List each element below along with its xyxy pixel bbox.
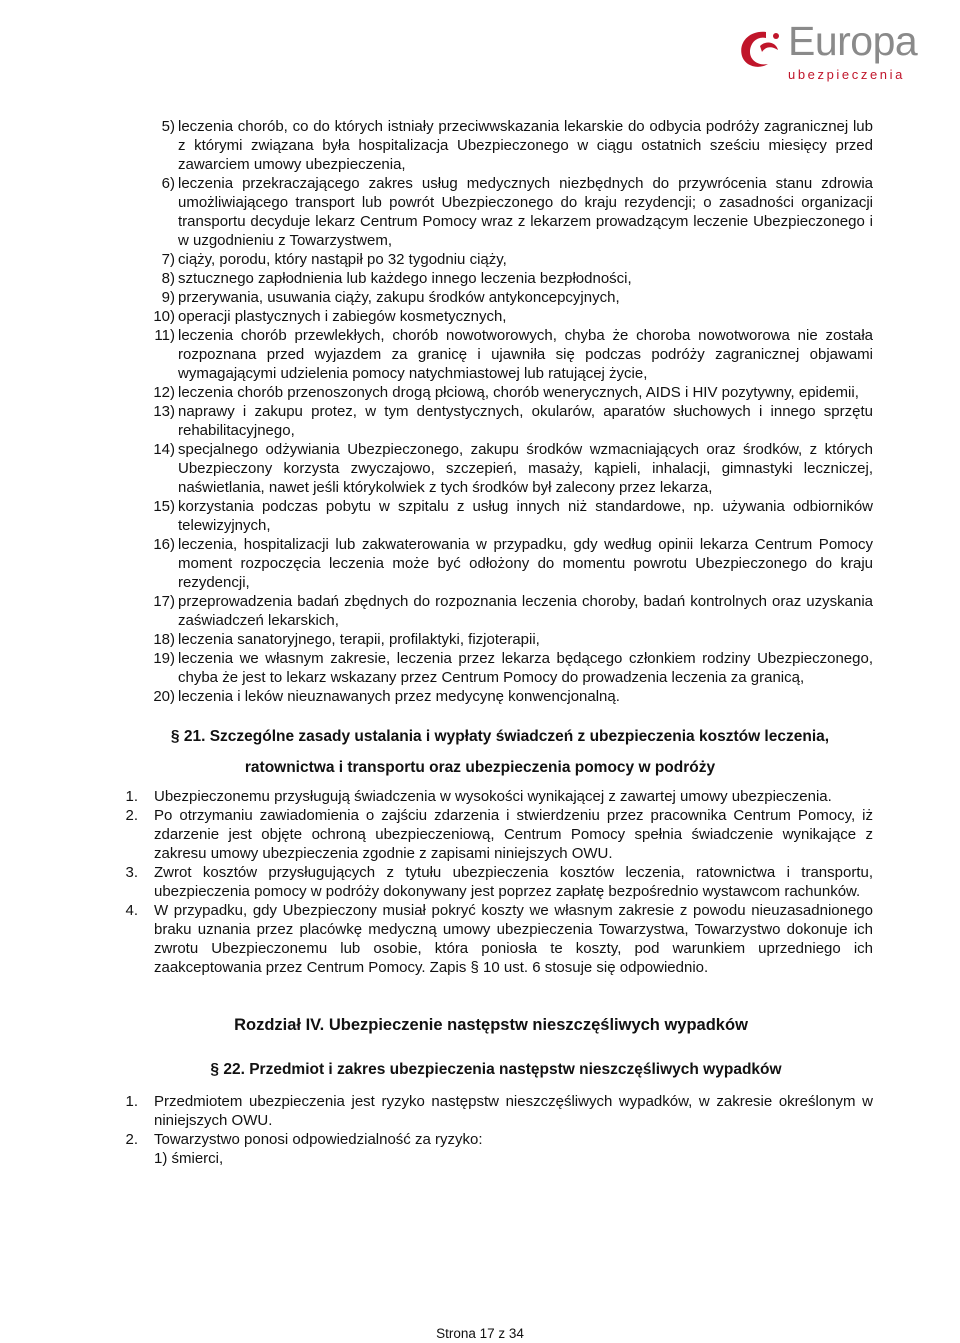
item-text: operacji plastycznych i zabiegów kosmetycznych, <box>178 308 507 325</box>
item-number: 20) <box>153 688 175 705</box>
exclusions-list <box>0 117 960 706</box>
logo-wordmark: Europa <box>788 18 918 64</box>
chapter-title: Rozdział IV. Ubezpieczenie następstw nieszczęśliwych wypadków <box>234 1016 748 1034</box>
list-item <box>161 250 873 269</box>
item-text: Przedmiotem ubezpieczenia jest ryzyko następstw nieszczęśliwych wypadków, w zakresie określonym w niniejszych OWU. <box>154 1093 873 1129</box>
item-text: leczenia chorób, co do których istniały przeciwwskazania lekarskie do odbycia podróży zagranicznej lub z którymi związana była hospitalizacja Ubezpieczonego w ciągu ostatnich sześciu miesięcy przed zawarciem umowy ubezpieczenia, <box>178 118 873 173</box>
section-21-title-cont: ratownictwa i transportu oraz ubezpieczenia pomocy w podróży <box>244 759 716 776</box>
list-item <box>153 402 873 440</box>
item-text: śmierci, <box>171 1150 224 1167</box>
section-21-list <box>0 787 960 977</box>
item-number: 17) <box>153 593 175 610</box>
item-text: sztucznego zapłodnienia lub każdego innego leczenia bezpłodności, <box>178 270 632 287</box>
item-text: leczenia we własnym zakresie, leczenia przez lekarza będącego członkiem rodziny Ubezpieczonego, chyba że jest to lekarz wskazany przez Centrum Pomocy do prowadzenia leczenia za granicą, <box>178 650 873 686</box>
list-item <box>153 383 873 402</box>
logo-swirl-icon <box>736 28 784 72</box>
item-text: naprawy i zakupu protez, w tym dentystycznych, okularów, aparatów słuchowych i innego sprzętu rehabilitacyjnego, <box>178 403 873 439</box>
item-number: 15) <box>153 498 175 515</box>
list-item <box>125 863 873 901</box>
item-number: 18) <box>153 631 175 648</box>
list-item <box>161 174 873 250</box>
item-text: leczenia i leków nieuznawanych przez medycynę konwencjonalną. <box>178 688 620 705</box>
list-item <box>153 440 873 497</box>
item-text: Towarzystwo ponosi odpowiedzialność za ryzyko: <box>154 1131 483 1148</box>
item-text: leczenia chorób przewlekłych, chorób nowotworowych, chyba że choroba nowotworowa nie została rozpoznana przed wyjazdem za granicę i ujawniła się podczas podróży zagranicznej objawami wymagającymi udzielenia pomocy natychmiastowej lub ratującej życie, <box>178 327 873 382</box>
list-item <box>153 687 873 706</box>
item-number: 7) <box>161 251 175 268</box>
item-number: 8) <box>161 270 175 287</box>
list-item <box>153 630 873 649</box>
logo-subtitle: ubezpieczenia <box>788 67 905 82</box>
item-text: Ubezpieczonemu przysługują świadczenia w wysokości wynikającej z zawartej umowy ubezpieczenia. <box>154 788 832 805</box>
list-item <box>161 269 873 288</box>
item-number: 10) <box>153 308 175 325</box>
item-text: leczenia chorób przenoszonych drogą płciową, chorób wenerycznych, AIDS i HIV pozytywny, epidemii, <box>178 384 859 401</box>
section-21-title: § 21. Szczególne zasady ustalania i wypłaty świadczeń z ubezpieczenia kosztów leczenia, <box>170 728 830 745</box>
item-number: 9) <box>161 289 175 306</box>
item-text: ciąży, porodu, który nastąpił po 32 tygodniu ciąży, <box>178 251 507 268</box>
item-number: 12) <box>153 384 175 401</box>
list-item <box>161 288 873 307</box>
list-item <box>154 326 873 383</box>
item-text: leczenia sanatoryjnego, terapii, profilaktyki, fizjoterapii, <box>178 631 540 648</box>
list-item <box>125 787 873 806</box>
item-number: 4. <box>125 902 138 919</box>
item-number: 3. <box>125 864 138 881</box>
item-number: 6) <box>161 175 175 192</box>
item-number: 11) <box>154 327 175 344</box>
list-item <box>125 806 873 863</box>
item-number: 1. <box>125 788 138 805</box>
list-item <box>154 1149 873 1168</box>
list-item <box>125 901 873 977</box>
item-number: 1) <box>154 1150 168 1167</box>
list-item <box>153 535 873 592</box>
item-number: 2. <box>125 1131 138 1148</box>
item-text: W przypadku, gdy Ubezpieczony musiał pokryć koszty we własnym zakresie z powodu nieuzasadnionego braku uznania przez placówkę medyczną umowy ubezpieczenia Towarzystwa, Towarzystwo dokonuje ich zwrotu Ubezpieczonemu lub osobie, która poniosła te koszty, pod warunkiem uprzedniego ich zaakceptowania przez Centrum Pomocy. Zapis § 10 ust. 6 stosuje się odpowiednio. <box>154 902 873 976</box>
item-number: 2. <box>125 807 138 824</box>
item-text: leczenia przekraczającego zakres usług medycznych niezbędnych do przywrócenia stanu zdrowia umożliwiającego transport lub powrót Ubezpieczonego do kraju rezydencji; o zasadności organizacji transportu decyduje lekarz Centrum Pomocy wraz z lekarzem prowadzącym leczenie Ubezpieczonego i w uzgodnieniu z Towarzystwem, <box>178 175 873 249</box>
item-number: 1. <box>125 1093 138 1110</box>
item-number: 16) <box>153 536 175 553</box>
page-footer: Strona 17 z 34 <box>436 1326 524 1341</box>
item-text: przeprowadzenia badań zbędnych do rozpoznania leczenia choroby, badań kontrolnych oraz uzyskania zaświadczeń lekarskich, <box>178 593 873 629</box>
item-number: 19) <box>153 650 175 667</box>
item-text: specjalnego odżywiania Ubezpieczonego, zakupu środków wzmacniających oraz środków, z których Ubezpieczony korzysta zwyczajowo, szczepień, masaży, kąpieli, inhalacji, gimnastyki leczniczej, naświetlania, nawet jeśli którykolwiek z tych środków był zalecony przez lekarza, <box>178 441 873 496</box>
list-item <box>125 1130 873 1149</box>
item-text: korzystania podczas pobytu w szpitalu z usług innych niż standardowe, np. używania odbiorników telewizyjnych, <box>178 498 873 534</box>
item-number: 5) <box>161 118 175 135</box>
list-item <box>153 497 873 535</box>
item-number: 13) <box>153 403 175 420</box>
item-text: przerywania, usuwania ciąży, zakupu środków antykoncepcyjnych, <box>178 289 620 306</box>
item-text: Zwrot kosztów przysługujących z tytułu ubezpieczenia kosztów leczenia, ratownictwa i transportu, ubezpieczenia pomocy w podróży dokonywany jest poprzez zapłatę bezpośrednio wystawcom rachunków. <box>154 864 873 900</box>
section-22-list <box>0 1092 960 1168</box>
company-logo <box>736 18 958 84</box>
list-item <box>153 649 873 687</box>
list-item <box>125 1092 873 1130</box>
list-item <box>161 117 873 174</box>
list-item <box>153 592 873 630</box>
list-item <box>153 307 873 326</box>
item-text: Po otrzymaniu zawiadomienia o zajściu zdarzenia i stwierdzeniu przez pracownika Centrum Pomocy, iż zdarzenie jest objęte ochroną ubezpieczeniową, Centrum Pomocy spełnia świadczenie wynikające z zakresu umowy ubezpieczenia zgodnie z zapisami niniejszych OWU. <box>154 807 873 862</box>
item-text: leczenia, hospitalizacji lub zakwaterowania w przypadku, gdy według opinii lekarza Centrum Pomocy moment rozpoczęcia leczenia może być odłożony do momentu powrotu Ubezpieczonego do kraju rezydencji, <box>178 536 873 591</box>
page-content <box>0 117 960 1168</box>
section-22-title: § 22. Przedmiot i zakres ubezpieczenia następstw nieszczęśliwych wypadków <box>210 1061 782 1078</box>
item-number: 14) <box>153 441 175 458</box>
